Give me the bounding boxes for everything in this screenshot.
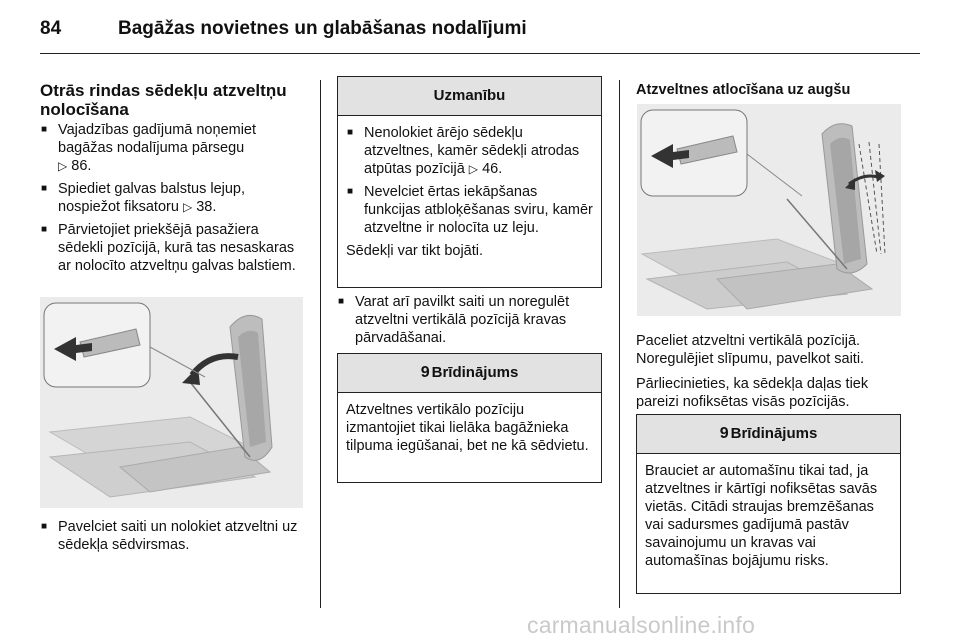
arrow-reference-icon: ▷	[182, 200, 193, 214]
section-heading: Otrās rindas sēdekļu atzveltņu nolocīšana	[40, 81, 287, 119]
middle-column	[337, 293, 602, 352]
page-number: 84	[40, 18, 62, 39]
seat-fold-illustration	[40, 297, 303, 508]
paragraph: Paceliet atzveltni vertikālā pozīcijā. Noregulējiet slīpumu, pavelkot saiti.	[636, 333, 865, 367]
page-reference: 46.	[482, 161, 503, 177]
middle-list	[337, 293, 602, 347]
page-reference: 38.	[196, 199, 217, 215]
warning-text: Brauciet ar automašīnu tikai tad, ja atzveltnes ir kārtīgi nofiksētas savās vietās. Citādi straujas bremzēšanas vai sadursmes gadījumā pastāv savainojumu un kravas vai automašīnas bojājumu risks.	[645, 463, 878, 569]
steps-list	[40, 121, 306, 275]
arrow-reference-icon: ▷	[468, 162, 479, 176]
caution-list	[346, 124, 593, 237]
list-item: ■ Spiediet galvas balstus lejup, nospiežot fiksatoru ▷ 38.	[40, 180, 306, 216]
warning-box-right	[636, 414, 901, 594]
column-divider-2	[619, 80, 620, 608]
list-item: ■ Pavelciet saiti un nolokiet atzveltni uz sēdekļa sēdvirsmas.	[40, 518, 306, 554]
seat-raise-illustration	[637, 104, 901, 316]
list-item: ■ Pārvietojiet priekšējā pasažiera sēdekli pozīcijā, kurā tas nesaskaras ar nolocīto atzveltņu galvas balstiem.	[40, 221, 306, 275]
left-column-lower	[40, 518, 306, 559]
column-divider-1	[320, 80, 321, 608]
seat-raise-drawing	[637, 104, 901, 316]
list-item: ■ Nevelciet ērtas iekāpšanas funkcijas atbloķēšanas sviru, kamēr atzveltne ir nolocīta uz leju.	[346, 183, 593, 237]
arrow-reference-icon: ▷	[58, 159, 68, 173]
page-title: Bagāžas novietnes un glabāšanas nodalījumi	[118, 18, 527, 39]
warning-text: Atzveltnes vertikālo pozīciju izmantojiet tikai lielāka bagāžnieka tilpuma iegūšanai, bet ne kā sēdvietu.	[346, 402, 589, 454]
page-reference: 86.	[71, 158, 92, 174]
caution-note: Sēdekļi var tikt bojāti.	[346, 243, 484, 259]
right-column-top	[636, 81, 902, 99]
page-header	[40, 14, 920, 54]
list-item: ■ Varat arī pavilkt saiti un noregulēt atzveltni vertikālā pozīcijā kravas pārvadāšanai.	[337, 293, 602, 347]
list-item: ■ Nenolokiet ārējo sēdekļu atzveltnes, kamēr sēdekļi atrodas atpūtas pozīcijā ▷ 46.	[346, 124, 593, 178]
list-item: ■ Vajadzības gadījumā noņemiet bagāžas nodalījuma pārsegu ▷ 86.	[40, 121, 306, 175]
warning-title: 9 Brīdinājums	[637, 415, 900, 454]
steps-list-2	[40, 518, 306, 554]
seat-fold-drawing	[40, 297, 303, 508]
caution-box	[337, 76, 602, 288]
left-column	[40, 81, 306, 280]
watermark: carmanualsonline.info	[527, 612, 755, 638]
warning-title: 9 Brīdinājums	[338, 354, 601, 393]
paragraph: Pārliecinieties, ka sēdekļa daļas tiek pareizi nofiksētas visās pozīcijās.	[636, 376, 869, 410]
subsection-heading: Atzveltnes atlocīšana uz augšu	[636, 82, 851, 98]
caution-title: Uzmanību	[338, 77, 601, 116]
warning-icon: 9	[420, 364, 430, 381]
right-column-text	[636, 332, 904, 418]
header-rule	[40, 53, 920, 54]
warning-icon: 9	[719, 425, 729, 442]
warning-box-middle	[337, 353, 602, 483]
